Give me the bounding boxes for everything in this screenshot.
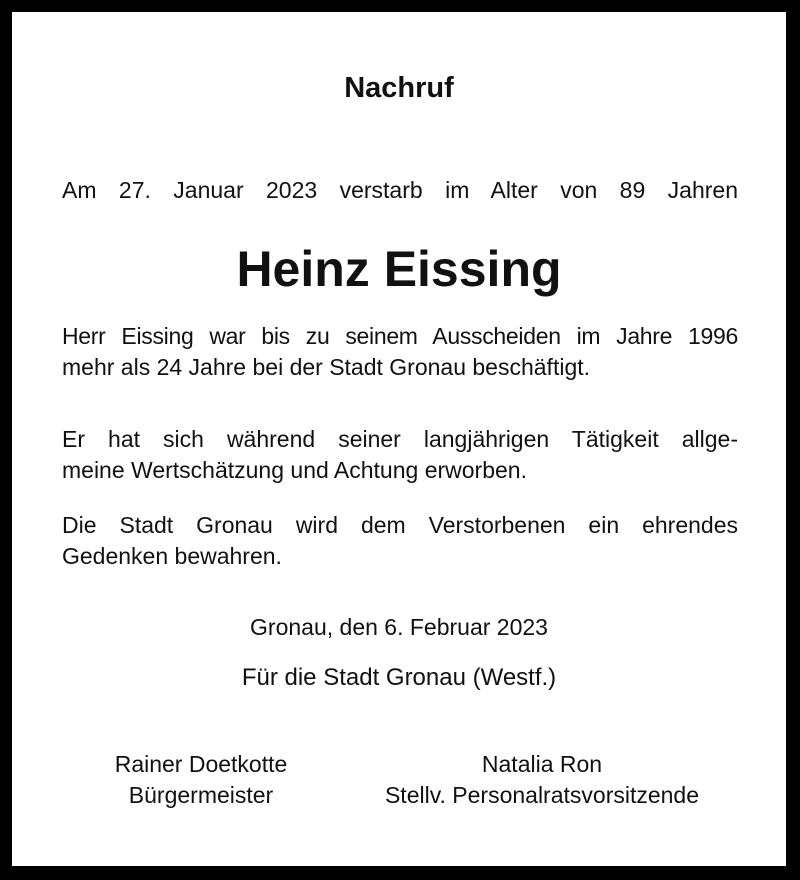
deceased-name: Heinz Eissing bbox=[236, 241, 562, 297]
paragraph-line: Herr Eissing war bis zu seinem Ausscheiden im Jahre 1996 bbox=[62, 323, 738, 349]
paragraph-line: Gedenken bewahren. bbox=[62, 543, 282, 569]
signatory-mayor bbox=[72, 749, 330, 811]
organization-line: Für die Stadt Gronau (Westf.) bbox=[241, 664, 557, 691]
signatory-staff-council bbox=[312, 749, 772, 811]
signatory-title: Stellv. Personalratsvorsitzende bbox=[384, 782, 700, 808]
signatory-name: Rainer Doetkotte bbox=[114, 751, 288, 777]
paragraph-employment bbox=[62, 321, 738, 383]
signatory-title: Bürgermeister bbox=[128, 782, 274, 808]
paragraph-line: Die Stadt Gronau wird dem Verstorbenen ein ehrendes bbox=[62, 512, 738, 538]
paragraph-appreciation bbox=[62, 424, 738, 486]
paragraph-line: mehr als 24 Jahre bei der Stadt Gronau beschäftigt. bbox=[62, 354, 591, 380]
place-and-date: Gronau, den 6. Februar 2023 bbox=[250, 614, 548, 640]
paragraph-line: meine Wertschätzung und Achtung erworben. bbox=[62, 457, 527, 483]
signatory-name: Natalia Ron bbox=[481, 751, 603, 777]
death-announcement: Am 27. Januar 2023 verstarb im Alter von 89 Jahren bbox=[62, 177, 738, 203]
obituary-notice bbox=[12, 12, 786, 866]
paragraph-line: Er hat sich während seiner langjährigen Tätigkeit allge- bbox=[62, 426, 738, 452]
notice-heading: Nachruf bbox=[344, 72, 454, 104]
paragraph-remembrance bbox=[62, 510, 738, 572]
